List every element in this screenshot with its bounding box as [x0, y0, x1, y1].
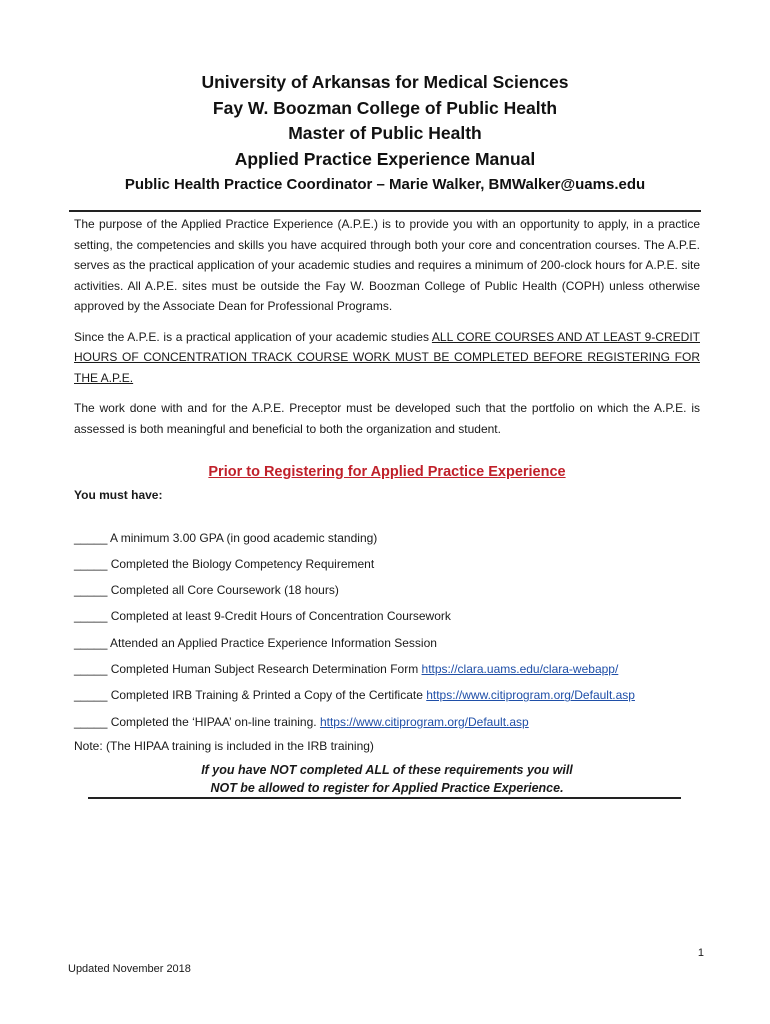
title-block — [0, 70, 770, 196]
hipaa-note: Note: (The HIPAA training is included in the IRB training) — [74, 738, 374, 753]
intro-paragraph-purpose: The purpose of the Applied Practice Experience (A.P.E.) is to provide you with an opportunity to apply, in a practice setting, the competencies and skills you have acquired through both your core and concentration courses. The A.P.E. serves as the practical application of your academic studies and requires a minimum of 200-clock hours for A.P.E. site activities. All A.P.E. sites must be outside the Fay W. Boozman College of Public Health (COPH) unless otherwise approved by the Associate Dean for Professional Programs. — [74, 217, 700, 313]
requirement-text: Completed Human Subject Research Determination Form — [110, 661, 419, 676]
college-title: Fay W. Boozman College of Public Health — [212, 97, 558, 118]
requirement-item — [74, 682, 700, 708]
requirement-item — [74, 577, 700, 603]
requirements-emphasis: ALL CORE COURSES AND AT LEAST 9-CREDIT HOURS OF CONCENTRATION TRACK COURSE WORK MUST BE COMPLETED BEFORE REGISTERING FOR THE A.P.E. — [74, 329, 700, 385]
requirement-item — [74, 551, 700, 577]
checkbox-blank[interactable]: _____ — [74, 530, 108, 545]
requirement-item — [74, 603, 700, 629]
requirement-text: Attended an Applied Practice Experience Information Session — [110, 635, 437, 650]
degree-title: Master of Public Health — [288, 123, 482, 143]
updated-date: Updated November 2018 — [68, 963, 191, 975]
document-body — [74, 214, 700, 798]
requirement-text: Completed all Core Coursework (18 hours) — [110, 583, 339, 598]
checkbox-blank[interactable]: _____ — [74, 583, 108, 598]
citi-link[interactable]: https://www.citiprogram.org/Default.asp — [426, 688, 635, 703]
checkbox-blank[interactable]: _____ — [74, 661, 108, 676]
clara-link[interactable]: https://clara.uams.edu/clara-webapp/ — [421, 661, 619, 676]
requirement-text: Completed the ‘HIPAA’ on-line training. — [110, 714, 317, 729]
requirement-text: Completed at least 9-Credit Hours of Concentration Coursework — [110, 609, 451, 624]
checkbox-blank[interactable]: _____ — [74, 635, 108, 650]
requirement-item — [74, 709, 700, 735]
requirements-prefix: Since the A.P.E. is a practical application of your academic studies — [74, 329, 432, 344]
manual-title: Applied Practice Experience Manual — [234, 148, 536, 169]
footer-divider — [88, 797, 681, 799]
intro-paragraph-preceptor: The work done with and for the A.P.E. Preceptor must be developed such that the portfolio on which the A.P.E. is assessed is both meaningful and beneficial to both the organization and student. — [74, 401, 700, 436]
warning-line: NOT be allowed to register for Applied Practice Experience. — [210, 781, 564, 796]
warning-line: If you have NOT completed ALL of these requirements you will — [201, 762, 573, 777]
page-number: 1 — [697, 947, 704, 959]
checkbox-blank[interactable]: _____ — [74, 688, 108, 703]
coordinator-line: Public Health Practice Coordinator – Marie Walker, BMWalker@uams.edu — [124, 176, 646, 193]
intro-paragraph-requirements — [74, 327, 700, 389]
warning-message — [74, 761, 700, 798]
hipaa-link[interactable]: https://www.citiprogram.org/Default.asp — [319, 714, 529, 729]
requirement-item — [74, 630, 700, 656]
prereq-heading: Prior to Registering for Applied Practice Experience — [208, 464, 566, 480]
requirement-text: A minimum 3.00 GPA (in good academic standing) — [110, 530, 378, 545]
requirement-text: Completed IRB Training & Printed a Copy of the Certificate — [110, 688, 423, 703]
checkbox-blank[interactable]: _____ — [74, 714, 108, 729]
requirement-item — [74, 525, 700, 551]
university-title: University of Arkansas for Medical Sciences — [201, 72, 569, 92]
checkbox-blank[interactable]: _____ — [74, 609, 108, 624]
requirement-text: Completed the Biology Competency Requirement — [110, 556, 375, 571]
requirement-item — [74, 656, 700, 682]
header-divider — [69, 210, 701, 212]
checkbox-blank[interactable]: _____ — [74, 556, 108, 571]
must-have-label: You must have: — [74, 488, 163, 502]
